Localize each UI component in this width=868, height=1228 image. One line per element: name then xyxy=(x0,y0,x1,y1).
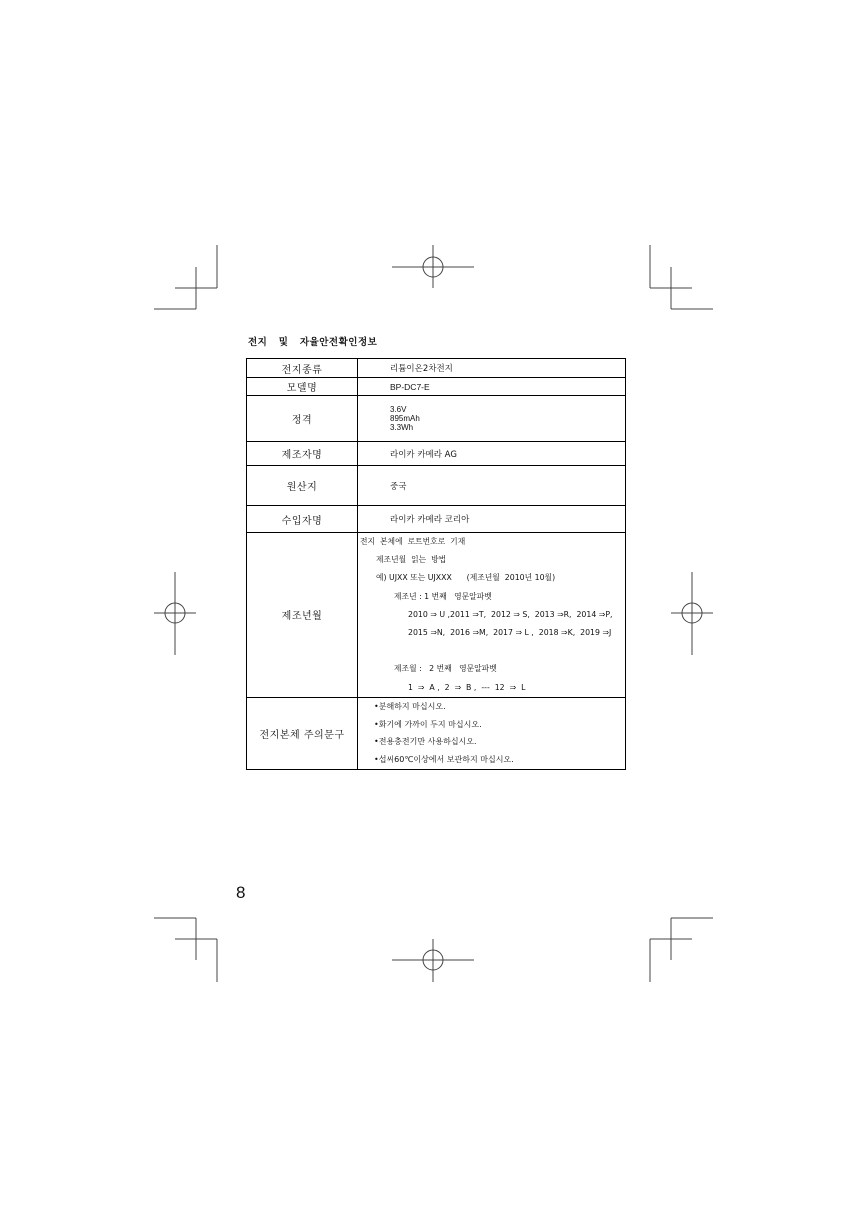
table-row xyxy=(247,396,626,442)
value-manufacture-date xyxy=(358,533,626,698)
date-line: 예) UJXX 또는 UJXXX (제조년월 2010년 10월) xyxy=(376,573,556,583)
table-row xyxy=(247,533,626,698)
registration-mark-left xyxy=(154,572,196,655)
value-warning xyxy=(358,697,626,769)
label-battery-type: 전지종류 xyxy=(247,359,358,378)
registration-mark-top xyxy=(392,245,474,288)
registration-mark-bottom xyxy=(392,939,474,982)
page-number: 8 xyxy=(236,883,246,902)
label-warning: 전지본체 주의문구 xyxy=(247,697,358,769)
value-battery-type: 리튬이온2차전지 xyxy=(358,359,626,378)
label-manufacturer: 제조자명 xyxy=(247,442,358,466)
value-origin: 중국 xyxy=(358,466,626,506)
rating-voltage: 3.6V xyxy=(390,405,407,414)
date-line xyxy=(358,642,625,660)
value-manufacturer: 라이카 카메라 AG xyxy=(358,442,626,466)
table-row xyxy=(247,359,626,378)
date-line: 2015 ⇒N, 2016 ⇒M, 2017 ⇒ L , 2018 ⇒K, 2019 ⇒J xyxy=(408,627,612,637)
date-line: 전지 본체에 로트번호로 기재 xyxy=(360,537,466,546)
warning-line: •섭씨60℃이상에서 보관하지 마십시오. xyxy=(374,754,514,764)
value-rating xyxy=(358,396,626,442)
table-row xyxy=(247,378,626,396)
date-line: 제조년 : 1 번째 영문알파벳 xyxy=(394,591,492,601)
table-row xyxy=(247,442,626,466)
label-rating: 정격 xyxy=(247,396,358,442)
warning-line: •전용충전기만 사용하십시오. xyxy=(374,737,477,747)
table-row xyxy=(247,697,626,769)
table-row xyxy=(247,466,626,506)
date-line: 제조월 : 2 번째 영문알파벳 xyxy=(394,664,497,674)
date-line: 제조년월 읽는 방법 xyxy=(376,555,447,565)
value-importer: 라이카 카메라 코리아 xyxy=(358,506,626,533)
rating-capacity: 895mAh xyxy=(390,414,420,423)
label-model: 모델명 xyxy=(247,378,358,396)
section-heading: 전지 및 자율안전확인정보 xyxy=(248,337,378,348)
label-importer: 수입자명 xyxy=(247,506,358,533)
table-row xyxy=(247,506,626,533)
date-line: 2010 ⇒ U ,2011 ⇒T, 2012 ⇒ S, 2013 ⇒R, 2014 ⇒P, xyxy=(408,609,613,619)
label-origin: 원산지 xyxy=(247,466,358,506)
value-model: BP-DC7-E xyxy=(358,378,626,396)
label-manufacture-date: 제조년월 xyxy=(247,533,358,698)
warning-line: •화기에 가까이 두지 마십시오. xyxy=(374,719,482,729)
battery-info-table xyxy=(246,358,626,770)
registration-mark-right xyxy=(671,572,713,655)
warning-line: •분해하지 마십시오. xyxy=(374,702,446,712)
rating-energy: 3.3Wh xyxy=(390,423,414,432)
date-line: 1 ⇒ A , 2 ⇒ B , --- 12 ⇒ L xyxy=(408,682,526,692)
